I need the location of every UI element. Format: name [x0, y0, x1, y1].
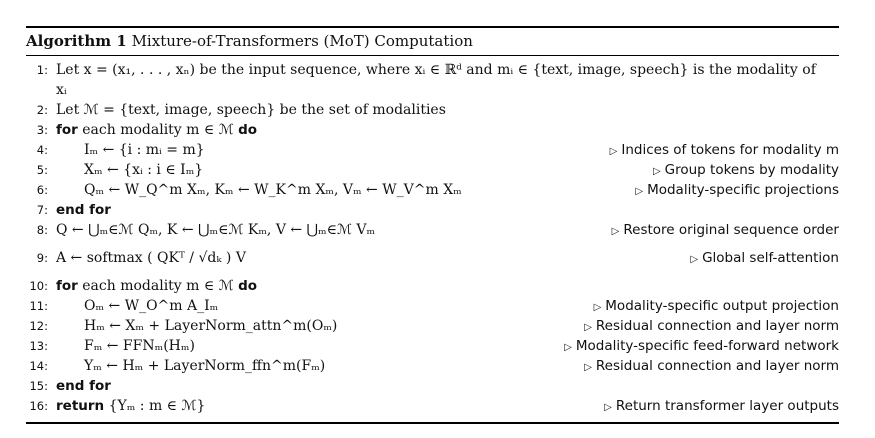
- algorithm-line-7: [26, 200, 839, 220]
- title-rule: [26, 55, 839, 56]
- comment-text: Global self-attention: [702, 250, 839, 266]
- comment-triangle-icon: ▷: [584, 362, 592, 373]
- algorithm-name: Mixture-of-Transformers (MoT) Computation: [131, 32, 473, 50]
- line-text: A ← softmax ( QKᵀ / √dₖ ) V: [56, 250, 246, 266]
- comment-triangle-icon: ▷: [584, 322, 592, 333]
- line-number: 2:: [36, 103, 48, 117]
- comment-triangle-icon: ▷: [593, 302, 602, 313]
- loop-text: each modality m ∈ ℳ: [77, 278, 239, 294]
- line-number: 13:: [29, 339, 48, 353]
- line-comment: [584, 356, 839, 378]
- line-text: Q ← ⋃ₘ∈ℳ Qₘ, K ← ⋃ₘ∈ℳ Kₘ, V ← ⋃ₘ∈ℳ Vₘ: [56, 222, 376, 238]
- line-text: Qₘ ← W_Q^m Xₘ, Kₘ ← W_K^m Xₘ, Vₘ ← W_V^m Xₘ: [84, 182, 462, 198]
- line-comment: [612, 220, 839, 242]
- line-comment: [690, 248, 839, 270]
- line-text: Hₘ ← Xₘ + LayerNorm_attn^m(Oₘ): [84, 318, 338, 334]
- algorithm-title: [26, 28, 839, 51]
- algorithm-line-3: [26, 120, 839, 140]
- comment-text: Modality-specific feed-forward network: [575, 338, 839, 354]
- algorithm-line-14: [26, 356, 839, 376]
- algorithm-line-10: [26, 276, 839, 296]
- comment-triangle-icon: ▷: [609, 146, 618, 157]
- line-number: 7:: [36, 203, 48, 217]
- comment-text: Modality-specific projections: [647, 182, 839, 198]
- line-number: 6:: [36, 183, 48, 197]
- comment-text: Residual connection and layer norm: [595, 358, 839, 374]
- comment-text: Group tokens by modality: [664, 162, 839, 178]
- line-comment: [594, 296, 839, 318]
- line-number: 9:: [36, 251, 48, 265]
- algorithm-label: Algorithm 1: [26, 32, 127, 50]
- algorithm-line-4: [26, 140, 839, 160]
- line-text: Let ℳ = {text, image, speech} be the set of modalities: [56, 102, 446, 118]
- line-number: 14:: [29, 359, 48, 373]
- line-comment: [653, 160, 839, 182]
- line-text: [56, 376, 839, 396]
- line-comment: [635, 180, 839, 202]
- line-number: 10:: [29, 279, 48, 293]
- algorithm-line-5: [26, 160, 839, 180]
- line-comment: [564, 336, 839, 358]
- keyword-for: for: [56, 122, 78, 138]
- comment-triangle-icon: ▷: [611, 226, 620, 237]
- loop-text: each modality m ∈ ℳ: [77, 122, 239, 138]
- comment-text: Residual connection and layer norm: [595, 318, 839, 334]
- algorithm-line-9: [26, 240, 839, 276]
- algorithm-line-1-continuation: [26, 80, 839, 100]
- algorithm-box: [26, 26, 839, 424]
- algorithm-line-8: [26, 220, 839, 240]
- comment-triangle-icon: ▷: [604, 402, 612, 413]
- comment-text: Return transformer layer outputs: [615, 398, 839, 414]
- return-text: {Yₘ : m ∈ ℳ}: [104, 398, 206, 414]
- comment-triangle-icon: ▷: [652, 166, 661, 177]
- line-number: 1:: [36, 63, 48, 77]
- line-number: 15:: [29, 379, 48, 393]
- line-number: 3:: [36, 123, 48, 137]
- algorithm-line-13: [26, 336, 839, 356]
- comment-triangle-icon: ▷: [635, 186, 644, 197]
- comment-triangle-icon: ▷: [690, 254, 699, 265]
- algorithm-line-11: [26, 296, 839, 316]
- line-number: 12:: [29, 319, 48, 333]
- line-comment: [610, 140, 839, 162]
- line-text: Xₘ ← {xᵢ : i ∈ Iₘ}: [84, 162, 204, 178]
- line-text: Fₘ ← FFNₘ(Hₘ): [84, 338, 195, 354]
- comment-text: Restore original sequence order: [623, 222, 839, 238]
- algorithm-line-6: [26, 180, 839, 200]
- algorithm-line-16: [26, 396, 839, 416]
- algorithm-line-1: [26, 60, 839, 80]
- algorithm-line-2: [26, 100, 839, 120]
- line-number: 5:: [36, 163, 48, 177]
- line-text: Iₘ ← {i : mᵢ = m}: [84, 142, 205, 158]
- keyword-end-for: end for: [56, 202, 111, 218]
- algorithm-line-12: [26, 316, 839, 336]
- bottom-rule: [26, 422, 839, 424]
- line-text: Oₘ ← W_O^m A_Iₘ: [84, 298, 219, 314]
- line-text: [56, 276, 839, 296]
- line-number: 16:: [29, 399, 48, 413]
- line-text-continuation: xᵢ: [56, 82, 67, 98]
- comment-triangle-icon: ▷: [564, 342, 572, 353]
- line-comment: [604, 396, 839, 418]
- algorithm-lines: [26, 60, 839, 416]
- keyword-end-for: end for: [56, 378, 111, 394]
- line-comment: [584, 316, 839, 338]
- keyword-do: do: [238, 278, 258, 294]
- algorithm-line-15: [26, 376, 839, 396]
- keyword-for: for: [56, 278, 78, 294]
- line-number: 4:: [36, 143, 48, 157]
- line-text: [56, 120, 839, 140]
- line-text: [56, 200, 839, 220]
- line-number: 11:: [29, 299, 48, 313]
- line-text: Let x = (x₁, . . . , xₙ) be the input sequence, where xᵢ ∈ ℝᵈ and mᵢ ∈ {text, image, speech} is the modality of: [56, 62, 816, 78]
- keyword-return: return: [56, 398, 105, 414]
- keyword-do: do: [238, 122, 258, 138]
- comment-text: Modality-specific output projection: [605, 298, 839, 314]
- line-number: 8:: [36, 223, 48, 237]
- line-text: Yₘ ← Hₘ + LayerNorm_ffn^m(Fₘ): [84, 358, 326, 374]
- comment-text: Indices of tokens for modality m: [621, 142, 839, 158]
